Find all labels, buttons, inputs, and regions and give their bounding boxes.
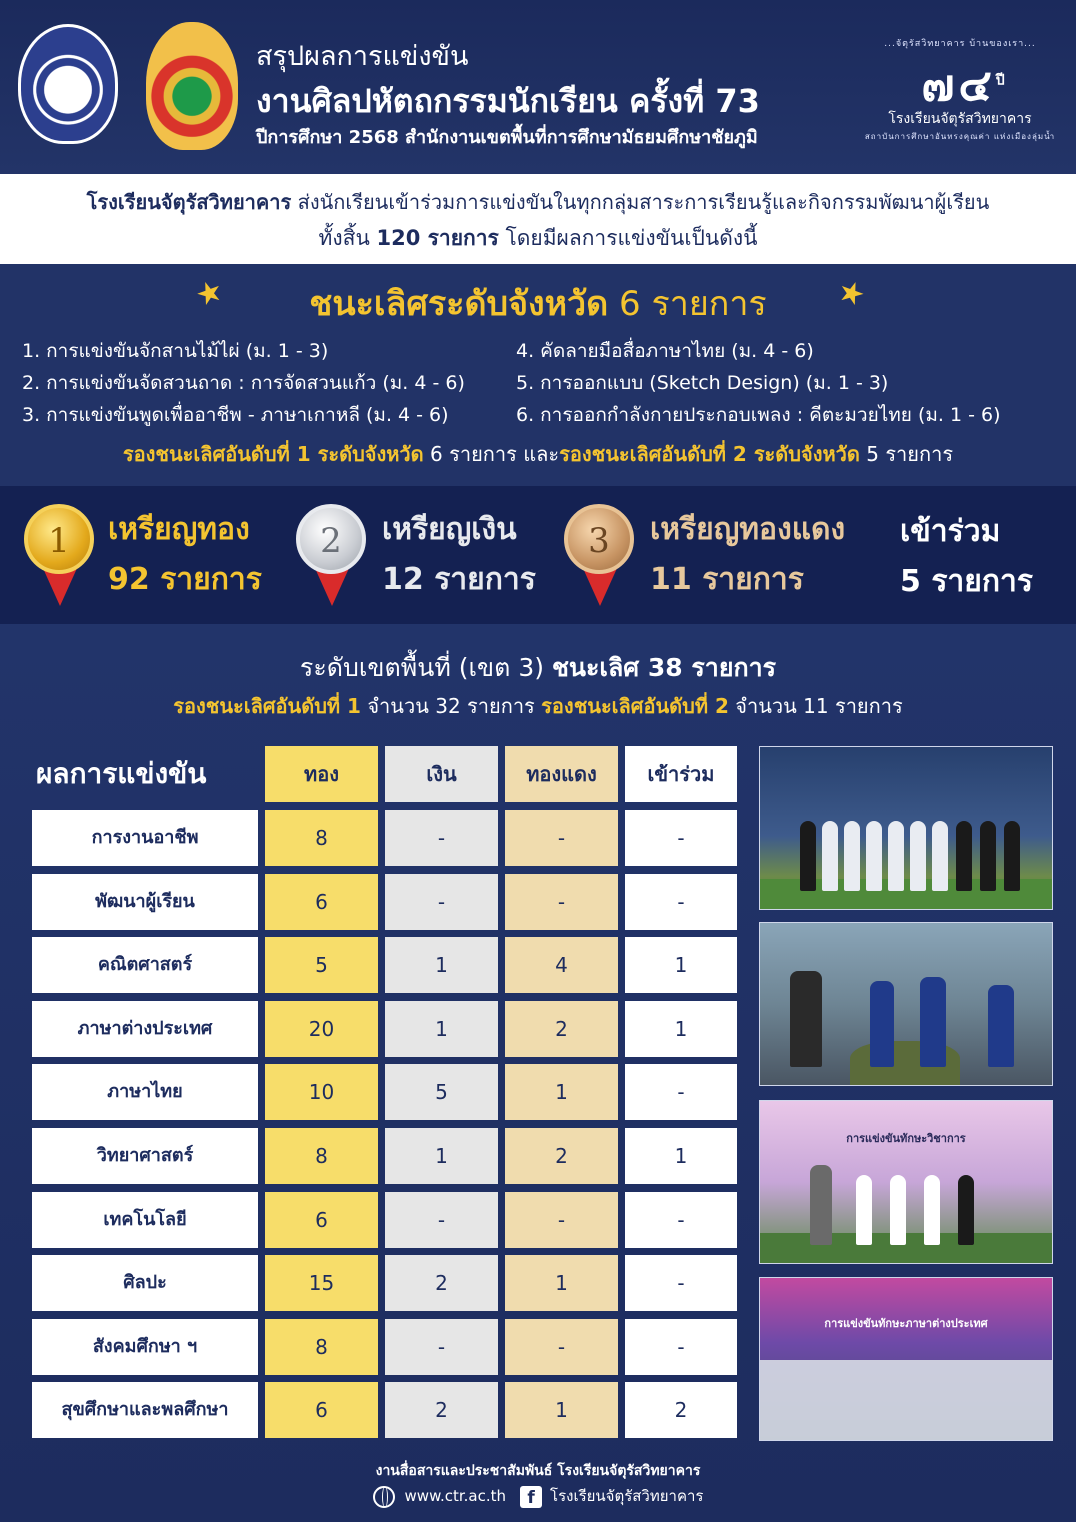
intro-line-1 [0, 186, 1076, 218]
photo-1-person [1004, 821, 1020, 891]
photo-4-group [760, 1360, 1052, 1440]
anniversary-number: ๗๔ [921, 60, 996, 111]
cell-bronze: - [505, 1319, 618, 1375]
runner-up-2-label: รองชนะเลิศอันดับที่ 2 ระดับจังหวัด [559, 442, 860, 466]
cell-gold: 6 [265, 1192, 378, 1248]
photo-1-person [844, 821, 860, 891]
cell-silver: - [385, 1319, 498, 1375]
cell-silver: 1 [385, 1128, 498, 1184]
cell-bronze: - [505, 810, 618, 866]
provincial-item-2: 2. การแข่งขันจัดสวนถาด : การจัดสวนแก้ว (ม. 4 - 6) [22, 372, 465, 394]
cell-participate: 1 [625, 937, 737, 993]
cell-silver: 5 [385, 1064, 498, 1120]
provincial-item-5: 5. การออกแบบ (Sketch Design) (ม. 1 - 3) [516, 372, 889, 394]
cell-gold: 5 [265, 937, 378, 993]
cell-bronze: 1 [505, 1382, 618, 1438]
participate-count: 5 รายการ [900, 564, 1033, 599]
cell-silver: 1 [385, 1001, 498, 1057]
photo-1-person [866, 821, 882, 891]
gold-medal-count: 92 รายการ [108, 562, 262, 597]
photo-team-2 [759, 922, 1053, 1086]
cell-bronze: 2 [505, 1001, 618, 1057]
cell-participate: 1 [625, 1128, 737, 1184]
cell-bronze: - [505, 1192, 618, 1248]
column-header-gold: ทอง [265, 746, 378, 802]
cell-silver: 1 [385, 937, 498, 993]
photo-3-person [924, 1175, 940, 1245]
photo-1-person [800, 821, 816, 891]
silver-medal-label: เหรียญเงิน [382, 512, 517, 547]
row-subject: ภาษาต่างประเทศ [32, 1001, 258, 1057]
intro-line-2-a: ทั้งสิ้น [318, 226, 377, 250]
row-subject: วิทยาศาสตร์ [32, 1128, 258, 1184]
photo-team-1 [759, 746, 1053, 910]
photo-1-person [910, 821, 926, 891]
row-subject: ศิลปะ [32, 1255, 258, 1311]
cell-participate: - [625, 810, 737, 866]
header-subtitle-2: ปีการศึกษา 2568 สำนักงานเขตพื้นที่การศึกษามัธยมศึกษาชัยภูมิ [256, 127, 758, 148]
photo-4-caption: การแข่งขันทักษะภาษาต่างประเทศ [824, 1317, 988, 1330]
photo-1-person [980, 821, 996, 891]
intro-line-1-rest: ส่งนักเรียนเข้าร่วมการแข่งขันในทุกกลุ่มสาระการเรียนรู้และกิจกรรมพัฒนาผู้เรียน [291, 190, 990, 214]
runner-up-2-count: 5 รายการ [859, 442, 954, 466]
photo-1-person [932, 821, 948, 891]
silver-medal-icon: 2 [296, 504, 366, 574]
row-subject: เทคโนโลยี [32, 1192, 258, 1248]
header-subtitle: สรุปผลการแข่งขัน [256, 41, 469, 72]
provincial-runner-up [0, 438, 1076, 470]
photo-3-person [810, 1165, 832, 1245]
footer-facebook[interactable]: โรงเรียนจัตุรัสวิทยาคาร [550, 1487, 704, 1505]
cell-gold: 10 [265, 1064, 378, 1120]
provincial-title [0, 276, 1076, 330]
photo-1-person [888, 821, 904, 891]
district-winner: ชนะเลิศ 38 รายการ [551, 653, 777, 682]
photo-1-person [822, 821, 838, 891]
district-runner-up-1-label: รองชนะเลิศอันดับที่ 1 [173, 694, 361, 718]
photo-1-person [956, 821, 972, 891]
row-subject: พัฒนาผู้เรียน [32, 874, 258, 930]
photo-3-caption: การแข่งขันทักษะวิชาการ [846, 1132, 966, 1145]
photo-2-person [870, 981, 894, 1067]
photo-3-person [890, 1175, 906, 1245]
gold-medal-icon: 1 [24, 504, 94, 574]
cell-participate: - [625, 1064, 737, 1120]
column-header-silver: เงิน [385, 746, 498, 802]
cell-participate: 1 [625, 1001, 737, 1057]
gold-medal-label: เหรียญทอง [108, 512, 250, 547]
district-level: ระดับเขตพื้นที่ (เขต 3) [299, 653, 552, 682]
results-table-title: ผลการแข่งขัน [36, 757, 207, 790]
cell-gold: 15 [265, 1255, 378, 1311]
provincial-item-1: 1. การแข่งขันจักสานไม้ไผ่ (ม. 1 - 3) [22, 340, 329, 362]
silver-medal-count: 12 รายการ [382, 562, 536, 597]
cell-silver: 2 [385, 1382, 498, 1438]
anniversary-unit: ปี [995, 72, 1009, 89]
globe-icon [373, 1486, 395, 1508]
shooting-star-right-icon: ★ [832, 272, 871, 315]
row-subject: คณิตศาสตร์ [32, 937, 258, 993]
cell-gold: 8 [265, 1319, 378, 1375]
cell-bronze: - [505, 874, 618, 930]
cell-bronze: 1 [505, 1255, 618, 1311]
cell-gold: 8 [265, 1128, 378, 1184]
cell-gold: 20 [265, 1001, 378, 1057]
cell-silver: - [385, 874, 498, 930]
provincial-item-4: 4. คัดลายมือสื่อภาษาไทย (ม. 4 - 6) [516, 340, 814, 362]
row-subject: สุขศึกษาและพลศึกษา [32, 1382, 258, 1438]
photo-3-person [958, 1175, 974, 1245]
anniversary-school: โรงเรียนจัตุรัสวิทยาคาร [888, 111, 1032, 127]
column-header-participate: เข้าร่วม [625, 746, 737, 802]
cell-silver: - [385, 1192, 498, 1248]
photo-3-ground [760, 1233, 1052, 1263]
photo-team-3 [759, 1100, 1053, 1264]
participate-label: เข้าร่วม [900, 514, 1001, 549]
intro-school: โรงเรียนจัตุรัสวิทยาคาร [86, 190, 292, 214]
bronze-medal-label: เหรียญทองแดง [650, 512, 846, 547]
row-subject: ภาษาไทย [32, 1064, 258, 1120]
school-crest-logo [18, 24, 118, 144]
anniversary-motto: ...จัตุรัสวิทยาคาร บ้านของเรา... [884, 39, 1036, 49]
district-runner-up-2-label: รองชนะเลิศอันดับที่ 2 [541, 694, 729, 718]
intro-line-2-c: โดยมีผลการแข่งขันเป็นดังนี้ [498, 226, 758, 250]
district-runner-up-2-count: จำนวน 11 รายการ [728, 694, 903, 718]
cell-participate: - [625, 874, 737, 930]
provincial-item-3: 3. การแข่งขันพูดเพื่ออาชีพ - ภาษาเกาหลี (ม. 4 - 6) [22, 404, 449, 426]
obec-emblem-logo [146, 22, 238, 150]
column-header-bronze: ทองแดง [505, 746, 618, 802]
cell-gold: 6 [265, 874, 378, 930]
cell-participate: 2 [625, 1382, 737, 1438]
cell-participate: - [625, 1255, 737, 1311]
photo-3-person [856, 1175, 872, 1245]
shooting-star-left-icon: ★ [190, 272, 229, 315]
photo-2-person [988, 985, 1014, 1067]
runner-up-1-count: 6 รายการ และ [423, 442, 560, 466]
provincial-title-a: ชนะเลิศระดับจังหวัด [309, 284, 609, 324]
runner-up-1-label: รองชนะเลิศอันดับที่ 1 ระดับจังหวัด [122, 442, 424, 466]
district-line-2 [0, 690, 1076, 722]
intro-line-2 [0, 222, 1076, 255]
bronze-medal-count: 11 รายการ [650, 562, 804, 597]
cell-silver: 2 [385, 1255, 498, 1311]
bronze-medal-icon: 3 [564, 504, 634, 574]
intro-total: 120 รายการ [376, 226, 499, 250]
cell-bronze: 1 [505, 1064, 618, 1120]
photo-2-person [790, 971, 822, 1067]
cell-participate: - [625, 1319, 737, 1375]
district-runner-up-1-count: จำนวน 32 รายการ [360, 694, 542, 718]
footer-website[interactable]: www.ctr.ac.th [404, 1487, 507, 1505]
cell-gold: 8 [265, 810, 378, 866]
cell-gold: 6 [265, 1382, 378, 1438]
cell-bronze: 4 [505, 937, 618, 993]
provincial-title-b: 6 รายการ [608, 284, 767, 324]
row-subject: การงานอาชีพ [32, 810, 258, 866]
cell-silver: - [385, 810, 498, 866]
intro-panel [0, 174, 1076, 264]
anniversary-tagline: สถาบันการศึกษาอันทรงคุณค่า แห่งเมืองลุ่มน้ำ [864, 132, 1056, 141]
row-subject: สังคมศึกษา ฯ [32, 1319, 258, 1375]
district-line-1 [0, 648, 1076, 688]
footer-links [0, 1484, 1076, 1508]
footer-credit: งานสื่อสารและประชาสัมพันธ์ โรงเรียนจัตุรัสวิทยาคาร [375, 1463, 701, 1479]
provincial-item-6: 6. การออกกำลังกายประกอบเพลง : คีตะมวยไทย (ม. 1 - 6) [516, 404, 1001, 426]
photo-2-person [920, 977, 946, 1067]
cell-participate: - [625, 1192, 737, 1248]
photo-team-4 [759, 1277, 1053, 1441]
facebook-icon: f [520, 1486, 542, 1508]
header-title: งานศิลปหัตถกรรมนักเรียน ครั้งที่ 73 [256, 82, 760, 120]
cell-bronze: 2 [505, 1128, 618, 1184]
